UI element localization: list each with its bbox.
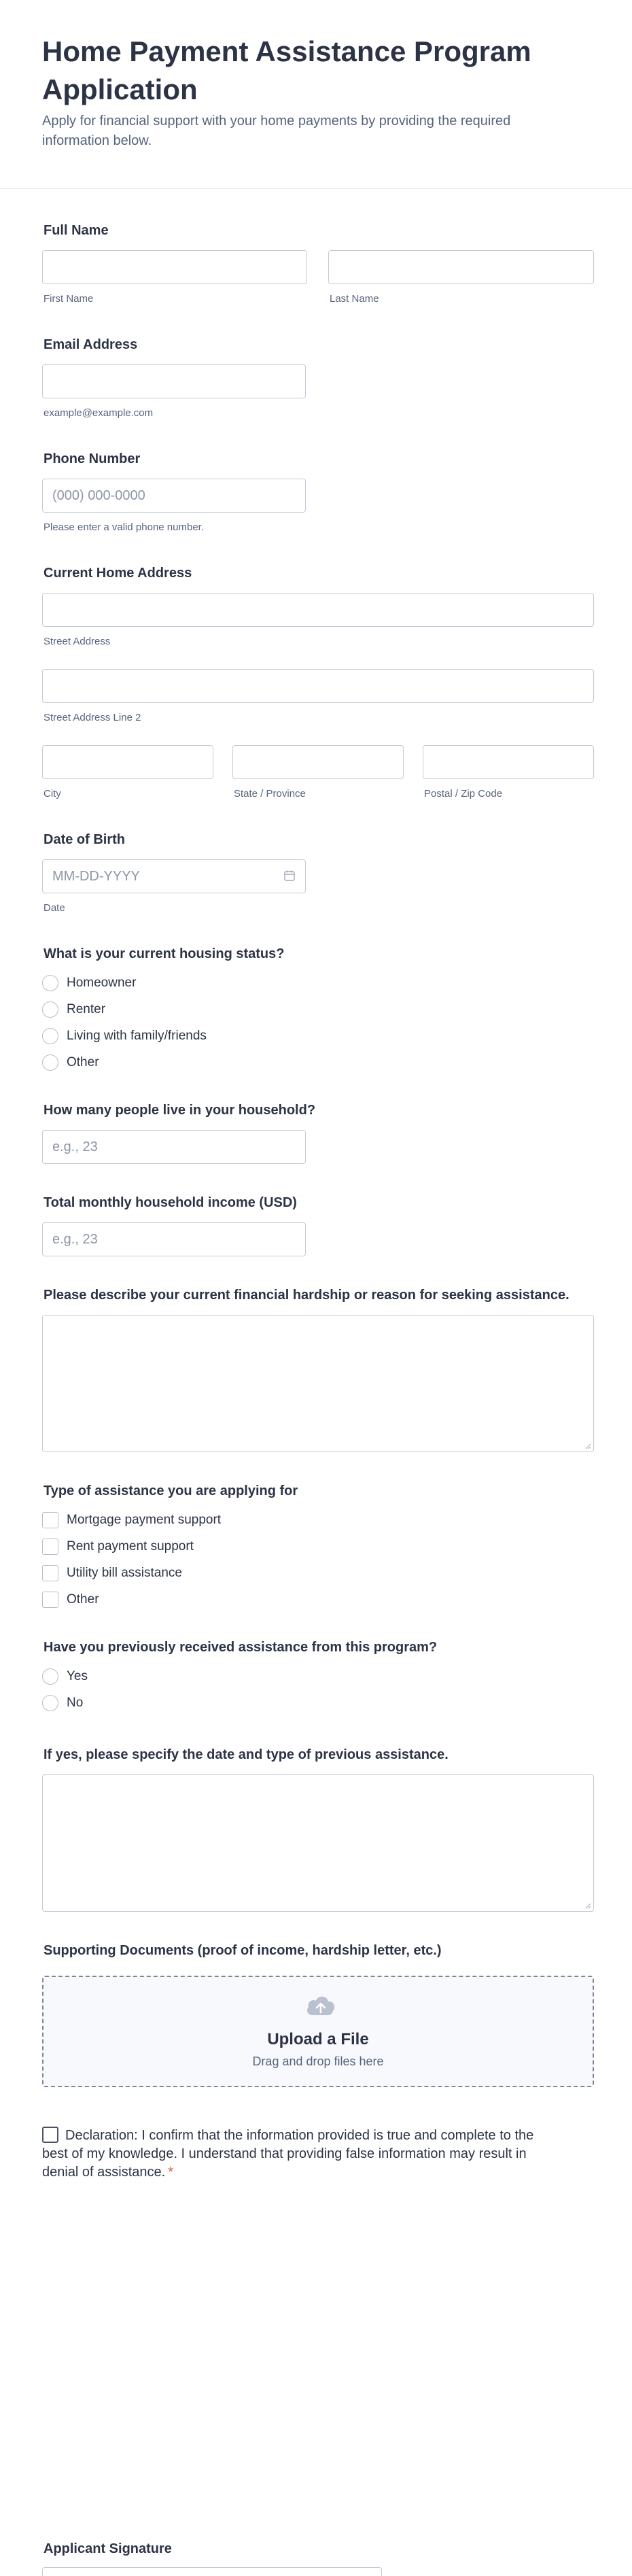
- declaration-text: Declaration: I confirm that the information provided is true and complete to the best of my knowledge. I understand that providing false information may result in denial of assistance.: [42, 2128, 534, 2180]
- page-title: Home Payment Assistance Program Application: [42, 35, 531, 105]
- declaration-checkbox[interactable]: [42, 2127, 58, 2143]
- radio-renter[interactable]: [42, 1000, 105, 1019]
- email-field[interactable]: [42, 364, 306, 398]
- option-label: Rent payment support: [67, 1539, 194, 1553]
- dob-placeholder: MM-DD-YYYY: [52, 869, 140, 884]
- calendar-icon[interactable]: [283, 870, 296, 882]
- dob-input[interactable]: [42, 859, 306, 893]
- phone-input[interactable]: [42, 479, 306, 513]
- checkbox[interactable]: [42, 1565, 58, 1581]
- checkbox[interactable]: [42, 1512, 58, 1528]
- street-address-input[interactable]: [42, 593, 594, 627]
- radio-button[interactable]: [42, 1668, 58, 1685]
- dob-label: Date of Birth: [43, 832, 125, 847]
- checkbox-utility[interactable]: [42, 1564, 182, 1583]
- option-label: Yes: [67, 1669, 88, 1683]
- radio-living-with-family[interactable]: [42, 1027, 207, 1046]
- option-label: Mortgage payment support: [67, 1513, 222, 1527]
- hardship-label: Please describe your current financial hardship or reason for seeking assistance.: [43, 1288, 569, 1303]
- household-input[interactable]: [42, 1130, 306, 1164]
- radio-button[interactable]: [42, 1695, 58, 1711]
- radio-button[interactable]: [42, 1054, 58, 1071]
- zip-input[interactable]: [423, 745, 594, 779]
- option-label: Other: [67, 1055, 99, 1069]
- phone-label: Phone Number: [43, 451, 141, 466]
- option-label: Living with family/friends: [67, 1029, 207, 1043]
- phone-sublabel: Please enter a valid phone number.: [43, 521, 204, 533]
- page-subtitle: Apply for financial support with your home payments by providing the required information below.: [42, 114, 511, 148]
- checkbox[interactable]: [42, 1539, 58, 1555]
- city-sublabel: City: [43, 788, 61, 800]
- dob-sublabel: Date: [43, 902, 65, 914]
- city-input[interactable]: [42, 745, 213, 779]
- upload-subtitle: Drag and drop files here: [252, 2055, 384, 2068]
- zip-sublabel: Postal / Zip Code: [424, 788, 503, 800]
- file-upload-dropzone[interactable]: [42, 1976, 594, 2087]
- radio-button[interactable]: [42, 975, 58, 991]
- checkbox-other[interactable]: [42, 1590, 99, 1609]
- previous-assistance-label: Have you previously received assistance from this program?: [43, 1640, 438, 1655]
- income-input[interactable]: [42, 1222, 306, 1256]
- assistance-type-label: Type of assistance you are applying for: [43, 1483, 298, 1498]
- housing-status-label: What is your current housing status?: [43, 946, 285, 961]
- upload-title: Upload a File: [267, 2030, 369, 2048]
- full-name-label: Full Name: [43, 223, 109, 238]
- previous-details-label: If yes, please specify the date and type of previous assistance.: [43, 1747, 449, 1762]
- last-name-input[interactable]: [328, 250, 594, 284]
- phone-placeholder: (000) 000-0000: [52, 488, 145, 503]
- form-header: [0, 0, 632, 189]
- hardship-textarea[interactable]: [42, 1315, 594, 1452]
- income-label: Total monthly household income (USD): [43, 1195, 297, 1210]
- street-address-2-sublabel: Street Address Line 2: [43, 712, 141, 723]
- income-placeholder: e.g., 23: [52, 1232, 98, 1247]
- address-label: Current Home Address: [43, 566, 192, 581]
- option-label: Other: [67, 1592, 99, 1607]
- signature-pad[interactable]: [42, 2567, 382, 2576]
- previous-details-textarea[interactable]: [42, 1774, 594, 1912]
- household-label: How many people live in your household?: [43, 1103, 316, 1118]
- required-asterisk: *: [168, 2165, 174, 2180]
- checkbox-mortgage[interactable]: [42, 1511, 221, 1530]
- radio-homeowner[interactable]: [42, 974, 136, 993]
- email-label: Email Address: [43, 337, 138, 352]
- first-name-input[interactable]: [42, 250, 307, 284]
- household-placeholder: e.g., 23: [52, 1139, 98, 1154]
- resize-handle-icon[interactable]: [584, 1443, 591, 1449]
- checkbox[interactable]: [42, 1592, 58, 1608]
- declaration-checkbox-row[interactable]: [42, 2127, 538, 2182]
- checkbox-rent[interactable]: [42, 1537, 194, 1556]
- signature-label: Applicant Signature: [43, 2541, 172, 2556]
- resize-handle-icon[interactable]: [584, 1902, 591, 1909]
- option-label: Renter: [67, 1002, 106, 1016]
- option-label: Utility bill assistance: [67, 1566, 182, 1580]
- state-input[interactable]: [232, 745, 404, 779]
- last-name-sublabel: Last Name: [330, 293, 379, 305]
- radio-no[interactable]: [42, 1694, 83, 1713]
- radio-button[interactable]: [42, 1001, 58, 1018]
- radio-yes[interactable]: [42, 1667, 88, 1686]
- option-label: No: [67, 1696, 84, 1710]
- option-label: Homeowner: [67, 976, 137, 990]
- street-address-sublabel: Street Address: [43, 636, 111, 647]
- cloud-upload-icon: [304, 1993, 337, 2018]
- first-name-sublabel: First Name: [43, 293, 94, 305]
- email-sublabel: example@example.com: [43, 407, 154, 419]
- state-sublabel: State / Province: [234, 788, 306, 800]
- street-address-2-input[interactable]: [42, 669, 594, 703]
- radio-other[interactable]: [42, 1053, 99, 1072]
- radio-button[interactable]: [42, 1028, 58, 1044]
- documents-label: Supporting Documents (proof of income, hardship letter, etc.): [43, 1943, 442, 1958]
